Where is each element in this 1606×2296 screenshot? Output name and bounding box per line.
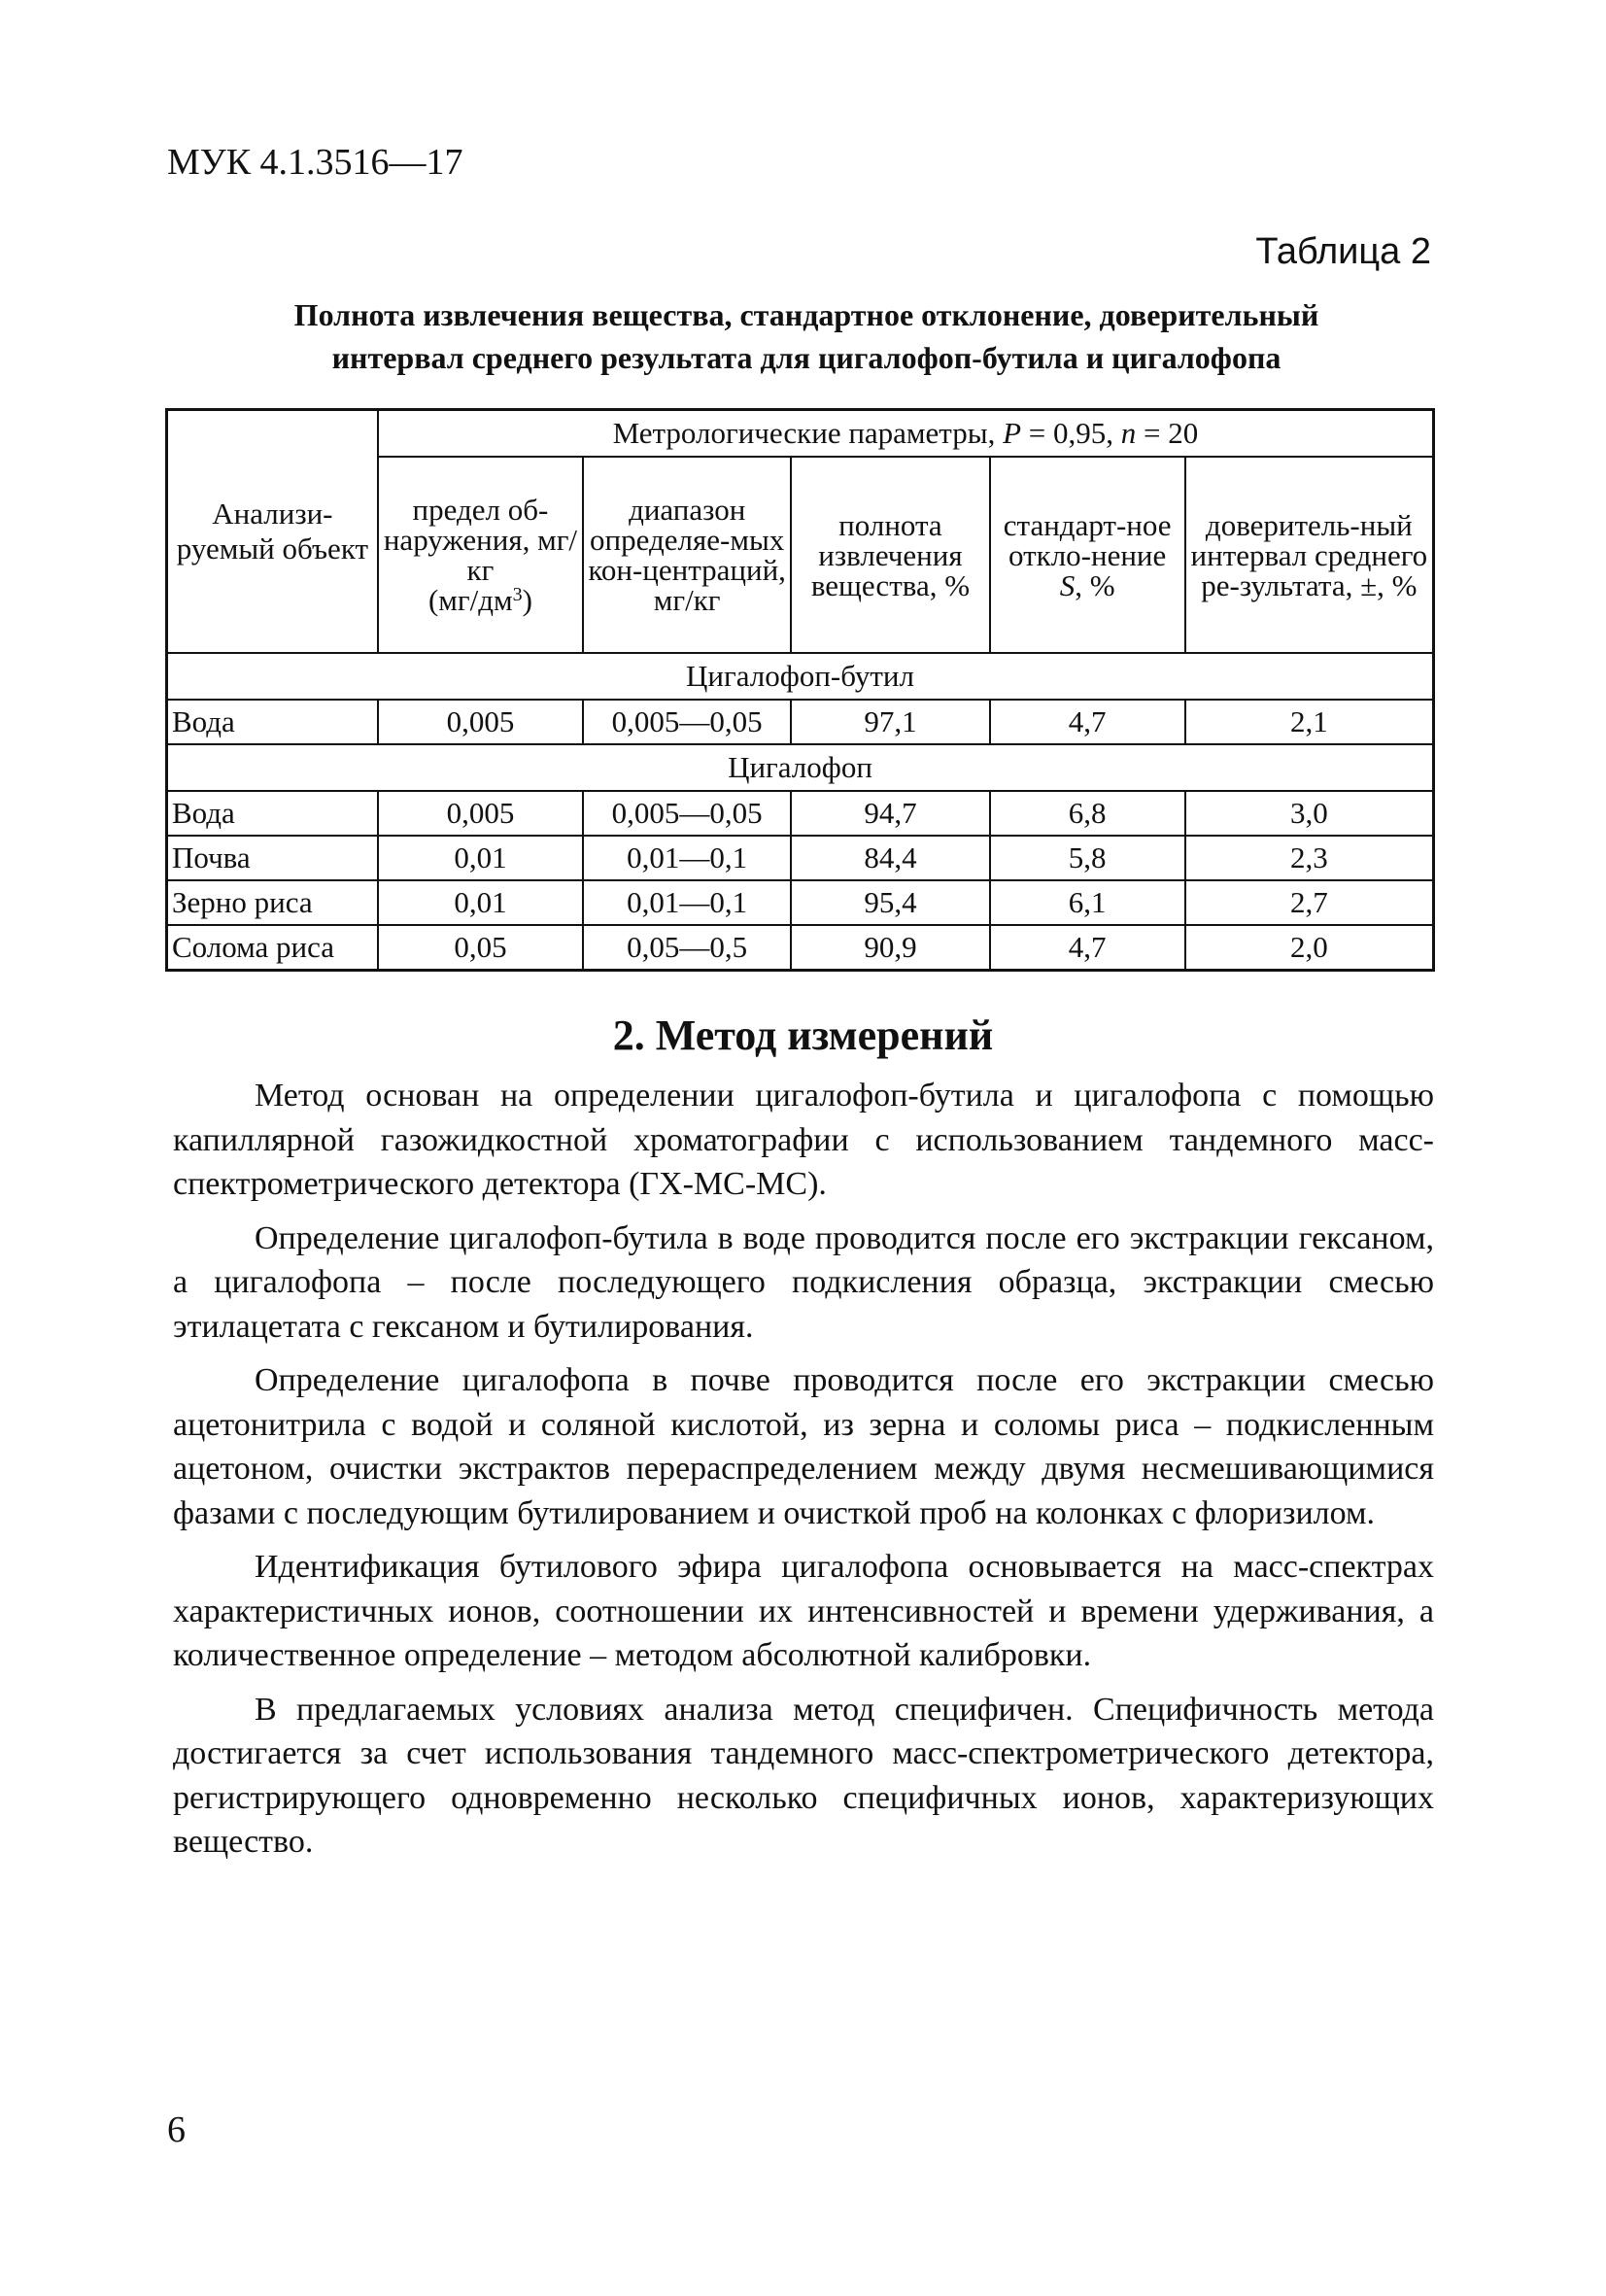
group-name: Цигалофоп [167,744,1434,791]
cell-range: 0,01—0,1 [583,836,791,880]
cell-range: 0,01—0,1 [583,880,791,925]
document-code: МУК 4.1.3516—17 [167,142,463,183]
section-title: 2. Метод измерений [612,1011,994,1059]
cell-object: Вода [167,791,378,836]
group-row [167,744,1434,791]
header-detection-limit [378,457,583,653]
paragraph: Определение цигалофопа в почве проводится после его экстракции смесью ацетонитрила с водой и соляной кислотой, из зерна и соломы риса – подкисленным ацетоном, очистки экстрактов перераспределением между двумя несмешивающимися фазами с последующим бутилированием и очисткой проб на колонках с флоризилом. [173,1362,1434,1531]
header-standard-deviation [990,457,1185,653]
cell-ci: 3,0 [1185,791,1434,836]
cell-ci: 2,3 [1185,836,1434,880]
cell-object: Почва [167,836,378,880]
detection-limit-label: предел об-наружения, мг/кг [383,493,578,587]
cell-range: 0,005—0,05 [583,700,791,744]
table-caption [155,293,1457,379]
table-row [167,836,1434,880]
cell-recovery: 94,7 [791,791,989,836]
table-row [167,700,1434,744]
cell-lod: 0,005 [378,791,583,836]
cell-ci: 2,7 [1185,880,1434,925]
cell-sd: 4,7 [990,700,1185,744]
paragraph: Метод основан на определении цигалофоп-бутила и цигалофопа с помощью капиллярной газожидкостной хроматографии с использованием тандемного масс-спектрометрического детектора (ГХ-МС-МС). [173,1078,1434,1202]
detection-limit-unit-sup: 3 [512,584,523,605]
table-row [167,880,1434,925]
paragraph: Определение цигалофоп-бутила в воде проводится после его экстракции гексаном, а цигалофопа – после последующего подкисления образца, экстракции смесью этилацетата с гексаном и бутилирования. [173,1219,1434,1345]
params-n-symbol: n [1120,416,1137,450]
detection-limit-unit: (мг/дм [427,583,513,617]
cell-sd: 4,7 [990,925,1185,971]
table-caption-line-2: интервал среднего результата для цигалофоп-бутила и цигалофопа [331,340,1281,375]
paragraph: В предлагаемых условиях анализа метод специфичен. Специфичность метода достигается за счет использования тандемного масс-спектрометрического детектора, регистрирующего одновременно несколько специфичных ионов, характеризующих вещество. [173,1691,1434,1860]
params-p-symbol: P [1003,416,1022,450]
cell-sd: 6,8 [990,791,1185,836]
cell-range: 0,05—0,5 [583,925,791,971]
header-concentration-range: диапазон определяе-мых кон-центраций, мг/кг [583,457,791,653]
params-n-value: = 20 [1136,416,1199,450]
cell-object: Вода [167,700,378,744]
sd-symbol: S [1059,567,1076,602]
metrology-table [165,408,1435,972]
cell-lod: 0,01 [378,880,583,925]
cell-lod: 0,005 [378,700,583,744]
cell-recovery: 90,9 [791,925,989,971]
cell-object: Солома риса [167,925,378,971]
cell-object: Зерно риса [167,880,378,925]
cell-recovery: 95,4 [791,880,989,925]
header-analyzed-object: Анализи-руемый объект [167,410,378,654]
header-recovery: полнота извлечения вещества, % [791,457,989,653]
table-row [167,791,1434,836]
sd-label: стандарт-ное откло-нение [1003,507,1172,572]
table-number: Таблица 2 [1255,231,1431,272]
table-header-row [167,410,1434,458]
page-number: 6 [167,2109,186,2150]
cell-lod: 0,05 [378,925,583,971]
header-confidence-interval: доверитель-ный интервал среднего ре-зультата, ±, % [1185,457,1434,653]
table-body [167,653,1434,971]
params-label: Метрологические параметры, [612,416,1004,450]
params-p-value: = 0,95, [1021,416,1121,450]
cell-ci: 2,1 [1185,700,1434,744]
section-body [173,1074,1434,1874]
cell-recovery: 97,1 [791,700,989,744]
detection-limit-unit-close: ) [522,583,532,617]
cell-sd: 5,8 [990,836,1185,880]
cell-ci: 2,0 [1185,925,1434,971]
group-row [167,653,1434,700]
header-metrological-params [378,410,1434,458]
cell-lod: 0,01 [378,836,583,880]
cell-range: 0,005—0,05 [583,791,791,836]
paragraph: Идентификация бутилового эфира цигалофопа основывается на масс-спектрах характеристичных ионов, соотношении их интенсивностей и времени удерживания, а количественное определение – методом абсолютной калибровки. [173,1549,1434,1673]
sd-unit: , % [1075,567,1115,602]
table-row [167,925,1434,971]
cell-recovery: 84,4 [791,836,989,880]
cell-sd: 6,1 [990,880,1185,925]
group-name: Цигалофоп-бутил [167,653,1434,700]
table-caption-line-1: Полнота извлечения вещества, стандартное отклонение, доверительный [293,297,1319,332]
